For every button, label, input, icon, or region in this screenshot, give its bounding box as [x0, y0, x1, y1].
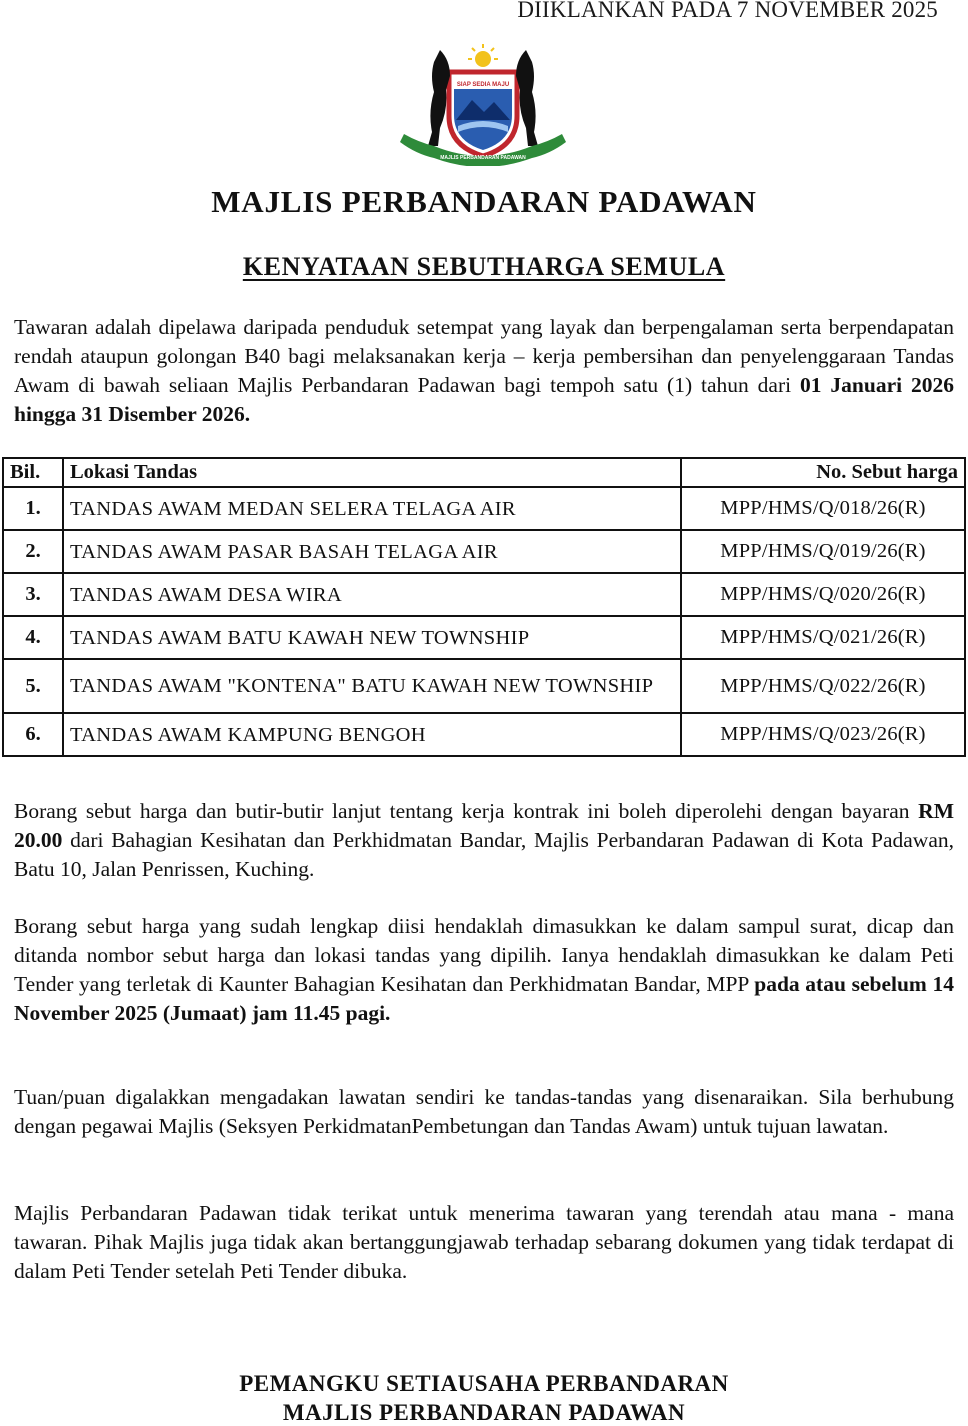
site-visit-paragraph: Tuan/puan digalakkan mengadakan lawatan sendiri ke tandas-tandas yang disenaraikan. Sila berhubung dengan pegawai Majlis (Seksyen PerkidmatanPembetungan dan Tandas Awam) untuk tujuan lawatan. [14, 1085, 954, 1138]
header-location: Lokasi Tandas [63, 458, 681, 487]
header-quote-no: No. Sebut harga [681, 458, 965, 487]
intro-paragraph: Tawaran adalah dipelawa daripada penduduk setempat yang layak dan berpengalaman serta berpendapatan rendah ataupun golongan B40 bagi melaksanakan kerja – kerja pembersihan dan penyelenggaraan Tandas Awam di bawah seliaan Majlis Perbandaran Padawan bagi tempoh satu (1) tahun dari 01 Januari 2026 hingga 31 Disember 2026. [14, 315, 955, 426]
contract-period: 01 Januari 2026 hingga 31 Disember 2026. [14, 373, 955, 426]
row-location: TANDAS AWAM KAMPUNG BENGOH [63, 713, 681, 756]
table-row [3, 573, 965, 616]
row-location: TANDAS AWAM "KONTENA" BATU KAWAH NEW TOWNSHIP [63, 659, 681, 713]
row-number: 6. [3, 713, 63, 756]
submission-paragraph: Borang sebut harga yang sudah lengkap diisi hendaklah dimasukkan ke dalam sampul surat, dicap dan ditanda nombor sebut harga dan lokasi tandas yang dipilih. Ianya hendaklah dimasukkan ke dalam Peti Tender yang terletak di Kaunter Bahagian Kesihatan dan Perkhidmatan Bandar, MPP pada atau sebelum 14 November 2025 (Jumaat) jam 11.45 pagi. [14, 914, 954, 1025]
form-fee: RM 20.00 [14, 799, 954, 852]
row-location: TANDAS AWAM DESA WIRA [63, 573, 681, 616]
row-number: 4. [3, 616, 63, 659]
row-number: 3. [3, 573, 63, 616]
forms-paragraph: Borang sebut harga dan butir-butir lanjut tentang kerja kontrak ini boleh diperolehi dengan bayaran RM 20.00 dari Bahagian Kesihatan dan Perkhidmatan Bandar, Majlis Perbandaran Padawan di Kota Padawan, Batu 10, Jalan Penrissen, Kuching. [14, 799, 954, 881]
signatory-title: PEMANGKU SETIAUSAHA PERBANDARAN [239, 1371, 729, 1396]
row-quote-no: MPP/HMS/Q/021/26(R) [681, 616, 965, 659]
signatory-organisation: MAJLIS PERBANDARAN PADAWAN [282, 1400, 686, 1425]
row-location: TANDAS AWAM BATU KAWAH NEW TOWNSHIP [63, 616, 681, 659]
row-quote-no: MPP/HMS/Q/020/26(R) [681, 573, 965, 616]
table-header-row [3, 458, 965, 487]
header-bil: Bil. [3, 458, 63, 487]
row-quote-no: MPP/HMS/Q/023/26(R) [681, 713, 965, 756]
table-row [3, 616, 965, 659]
row-quote-no: MPP/HMS/Q/018/26(R) [681, 487, 965, 530]
disclaimer-paragraph: Majlis Perbandaran Padawan tidak terikat untuk menerima tawaran yang terendah atau mana - mana tawaran. Pihak Majlis juga tidak akan bertanggungjawab terhadap sebarang dokumen yang tidak terdapat di dalam Peti Tender setelah Peti Tender dibuka. [14, 1201, 954, 1283]
row-location: TANDAS AWAM MEDAN SELERA TELAGA AIR [63, 487, 681, 530]
row-quote-no: MPP/HMS/Q/022/26(R) [681, 659, 965, 713]
row-number: 5. [3, 659, 63, 713]
table-row [3, 713, 965, 756]
table-row [3, 530, 965, 573]
council-crest-logo [394, 42, 572, 166]
row-number: 1. [3, 487, 63, 530]
document-title: KENYATAAN SEBUTHARGA SEMULA [242, 252, 726, 281]
row-number: 2. [3, 530, 63, 573]
crest-sun-icon [468, 44, 498, 67]
crest-motto: SIAP SEDIA MAJU [456, 82, 510, 88]
submission-deadline: pada atau sebelum 14 November 2025 (Jumaat) jam 11.45 pagi. [14, 972, 954, 1025]
crest-scroll-text: MAJLIS PERBANDARAN PADAWAN [440, 155, 526, 161]
row-quote-no: MPP/HMS/Q/019/26(R) [681, 530, 965, 573]
organisation-title: MAJLIS PERBANDARAN PADAWAN [211, 184, 757, 219]
table-row [3, 659, 965, 713]
toilet-location-table [2, 457, 966, 757]
row-location: TANDAS AWAM PASAR BASAH TELAGA AIR [63, 530, 681, 573]
publication-date: DIIKLANKAN PADA 7 NOVEMBER 2025 [517, 0, 938, 22]
table-row [3, 487, 965, 530]
